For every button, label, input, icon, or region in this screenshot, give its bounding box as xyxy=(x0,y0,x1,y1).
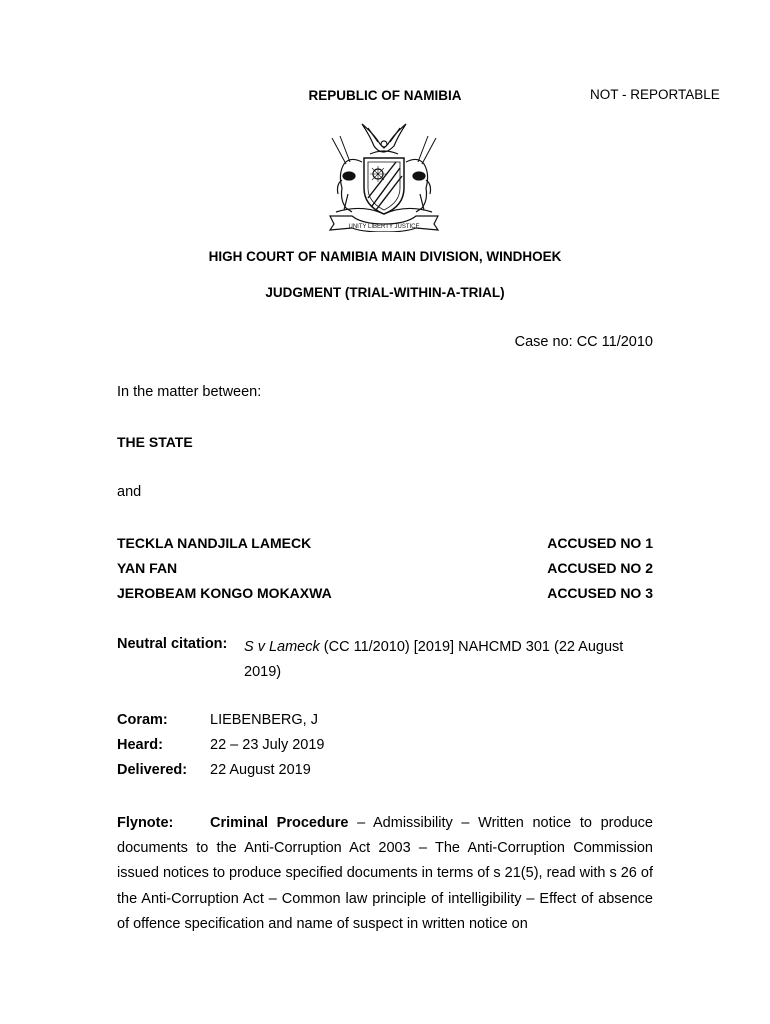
accused-1-name: TECKLA NANDJILA LAMECK xyxy=(117,535,312,551)
accused-2-role: ACCUSED NO 2 xyxy=(547,560,653,576)
flynote-paragraph xyxy=(117,811,653,937)
namibia-coat-of-arms-icon xyxy=(322,118,446,232)
coram-label: Coram: xyxy=(117,712,168,728)
country-heading: REPUBLIC OF NAMIBIA xyxy=(308,88,462,103)
delivered-label: Delivered: xyxy=(117,762,188,778)
neutral-citation-label: Neutral citation: xyxy=(117,636,228,652)
reportable-status: NOT - REPORTABLE xyxy=(590,87,720,102)
flynote-topic: Criminal Procedure xyxy=(210,815,349,831)
court-name: HIGH COURT OF NAMIBIA MAIN DIVISION, WINDHOEK xyxy=(208,249,562,264)
conjunction-text: and xyxy=(117,484,142,500)
accused-2-name: YAN FAN xyxy=(117,560,178,576)
accused-3-name: JEROBEAM KONGO MOKAXWA xyxy=(117,585,332,601)
delivered-value: 22 August 2019 xyxy=(210,762,311,778)
heard-label: Heard: xyxy=(117,737,163,753)
matter-between: In the matter between: xyxy=(117,384,262,400)
case-number: Case no: CC 11/2010 xyxy=(514,334,653,350)
svg-text:UNITY LIBERTY JUSTICE: UNITY LIBERTY JUSTICE xyxy=(348,224,420,230)
judgment-type: JUDGMENT (TRIAL-WITHIN-A-TRIAL) xyxy=(265,285,505,300)
flynote-label: Flynote: xyxy=(117,815,174,831)
citation-reference: (CC 11/2010) [2019] NAHCMD 301 (22 August 2019) xyxy=(244,639,624,680)
neutral-citation xyxy=(244,635,653,685)
accused-1-role: ACCUSED NO 1 xyxy=(547,535,653,551)
flynote-text: – Admissibility – Written notice to produce documents to the Anti-Corruption Act 2003 – The Anti-Corruption Commission issued notices to produce specified documents in terms of s 21(5), read with s 26 of the Anti-Corruption Act – Common law principle of intelligibility – Effect of absence of offence specification and name of suspect in written notice on xyxy=(117,815,654,932)
plaintiff-name: THE STATE xyxy=(117,434,193,450)
citation-case-name: S v Lameck xyxy=(244,639,320,655)
coram-value: LIEBENBERG, J xyxy=(210,712,318,728)
heard-value: 22 – 23 July 2019 xyxy=(210,737,325,753)
accused-3-role: ACCUSED NO 3 xyxy=(547,585,653,601)
